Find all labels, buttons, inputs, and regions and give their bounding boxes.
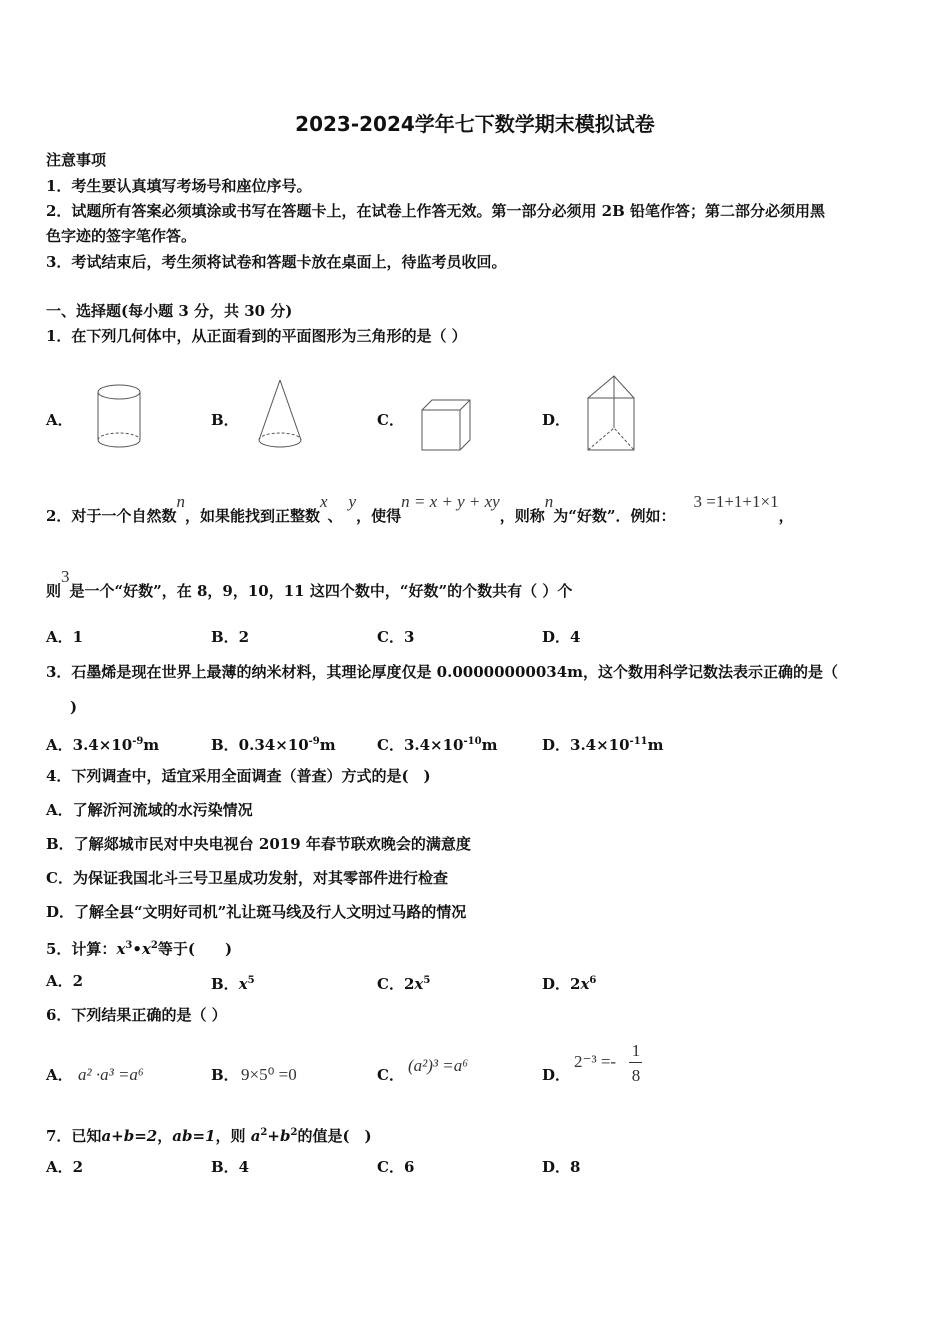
q1-stem: 1．在下列几何体中，从正面看到的平面图形为三角形的是（ ）: [46, 327, 467, 345]
q6-option-c-label: C．: [377, 1066, 404, 1084]
unit: m: [481, 736, 498, 754]
q2-text: 是一个“好数”，在 8，9，10，11 这四个数中，“好数”的个数共有（ ）个: [69, 582, 573, 600]
notice-item: 2．试题所有答案必须填涂或书写在答题卡上，在试卷上作答无效。第一部分必须用 2B 铅笔作答；第二部分必须用黑: [46, 202, 826, 220]
q2-text: ，如果能找到正整数: [184, 507, 320, 525]
notice-item: 1．考生要认真填写考场号和座位序号。: [46, 177, 312, 195]
q2-option-d: D．4: [542, 628, 581, 646]
math-equation: n = x + y + xy: [401, 492, 500, 511]
notice-item: 色字迹的签字笔作答。: [46, 227, 197, 245]
exponent: -10: [463, 736, 482, 747]
option-text: B．0.34×10: [211, 736, 309, 754]
exponent: -11: [629, 736, 648, 747]
q6-option-a-math: a² ·a³ =a⁶: [78, 1065, 144, 1084]
q5-stem: 5．计算：$x^3•x^2$等于( ): [46, 940, 233, 958]
q5-option-b: B．$x^5$: [211, 975, 255, 993]
q4-option-a: A．了解沂河流域的水污染情况: [46, 801, 253, 819]
q2-text: ，使得: [356, 507, 402, 525]
q6-option-c-math: (a²)³ =a⁶: [408, 1056, 469, 1075]
q2-option-a: A．1: [46, 628, 84, 646]
cube-figure: [418, 396, 474, 454]
q2-text: ，则称: [499, 507, 545, 525]
q7-text: 的值是( ): [297, 1127, 372, 1145]
q2-text: 为“好数”．例如：: [553, 507, 676, 525]
q2-text: 则: [46, 582, 62, 600]
option-text: B．: [211, 975, 239, 993]
q6-option-d-label: D．: [542, 1066, 571, 1084]
q3-stem: 3．石墨烯是现在世界上最薄的纳米材料，其理论厚度仅是 0.00000000034m，这个数用科学记数法表示正确的是（: [46, 663, 839, 681]
q2-line2: [46, 567, 573, 601]
q4-stem: 4．下列调查中，适宜采用全面调查（普查）方式的是( ): [46, 767, 431, 785]
math-x: x: [319, 492, 328, 511]
exponent: -9: [308, 736, 320, 747]
unit: m: [319, 736, 336, 754]
q3-close: ): [70, 698, 78, 716]
exponent: -9: [132, 736, 144, 747]
option-text: C．3.4×10: [377, 736, 464, 754]
q7-text: 7．已知: [46, 1127, 102, 1145]
q5-text: 等于( ): [157, 940, 233, 958]
q3-option-b: [211, 732, 336, 755]
math-n: n: [544, 492, 554, 511]
option-text: A．2: [46, 972, 84, 990]
q5-text: 5．计算：: [46, 940, 117, 958]
q7-text: ，: [157, 1127, 173, 1145]
exponent: 5: [423, 975, 431, 986]
unit: m: [143, 736, 160, 754]
q2-text: 2．对于一个自然数: [46, 507, 177, 525]
option-text: D．2: [542, 975, 581, 993]
math-three: 3: [61, 567, 70, 586]
notice-item: 3．考试结束后，考生须将试卷和答题卡放在桌面上，待监考员收回。: [46, 253, 507, 271]
q4-option-b: B．了解郯城市民对中央电视台 2019 年春节联欢晚会的满意度: [46, 835, 471, 853]
q7-option-d: D．8: [542, 1158, 581, 1176]
q2-option-b: B．2: [211, 628, 250, 646]
q4-option-c: C．为保证我国北斗三号卫星成功发射，对其零部件进行检查: [46, 869, 448, 887]
page-title: 2023-2024学年七下数学期末模拟试卷: [295, 112, 655, 136]
q6-option-d-math: 2⁻³ =-: [574, 1052, 617, 1071]
q2-line1: [46, 492, 794, 526]
q5-option-c: C．$2x^5$: [377, 975, 431, 993]
q7-option-c: C．6: [377, 1158, 415, 1176]
option-text: D．3.4×10: [542, 736, 630, 754]
fraction-bar: [629, 1062, 642, 1063]
cylinder-figure: [92, 382, 146, 452]
notice-heading: 注意事项: [46, 151, 107, 169]
q1-option-d: D．: [542, 411, 571, 429]
q2-option-c: C．3: [377, 628, 415, 646]
q5-option-d: D．$2x^6$: [542, 975, 597, 993]
q6-stem: 6．下列结果正确的是（ ）: [46, 1006, 227, 1024]
q7-stem: 7．已知a+b=2，ab=1，则 $a^2+b^2$的值是( ): [46, 1127, 372, 1145]
q2-text: 、: [327, 507, 343, 525]
q3-option-c: [377, 732, 497, 755]
q6-option-b-math: 9×5⁰ =0: [241, 1065, 297, 1084]
fraction-numerator: 1: [631, 1041, 641, 1060]
q1-option-a: A．: [46, 411, 73, 429]
triangular-prism-figure: [582, 372, 640, 454]
condition: ab=1: [172, 1127, 216, 1145]
q3-option-a: [46, 732, 159, 755]
option-text: C．2: [377, 975, 415, 993]
q2-text: ，: [778, 507, 794, 525]
unit: m: [647, 736, 664, 754]
q7-option-a: A．2: [46, 1158, 84, 1176]
option-text: A．3.4×10: [46, 736, 133, 754]
section-heading: 一、选择题(每小题 3 分，共 30 分): [46, 302, 293, 320]
exponent: 5: [247, 975, 255, 986]
fraction-denominator: 8: [631, 1066, 641, 1085]
condition: a+b=2: [101, 1127, 158, 1145]
q6-option-a-label: A．: [46, 1066, 73, 1084]
q7-option-b: B．4: [211, 1158, 250, 1176]
q3-option-d: [542, 732, 664, 755]
cone-figure: [255, 378, 305, 453]
exponent: 6: [589, 975, 597, 986]
q4-option-d: D．了解全县“文明好司机”礼让斑马线及行人文明过马路的情况: [46, 903, 467, 921]
math-example: 3 =1+1+1×1: [693, 492, 779, 511]
q1-option-b: B．: [211, 411, 239, 429]
q1-option-c: C．: [377, 411, 404, 429]
q5-option-a: [46, 971, 83, 991]
math-y: y: [348, 492, 357, 511]
math-n: n: [176, 492, 185, 511]
q6-option-b-label: B．: [211, 1066, 239, 1084]
